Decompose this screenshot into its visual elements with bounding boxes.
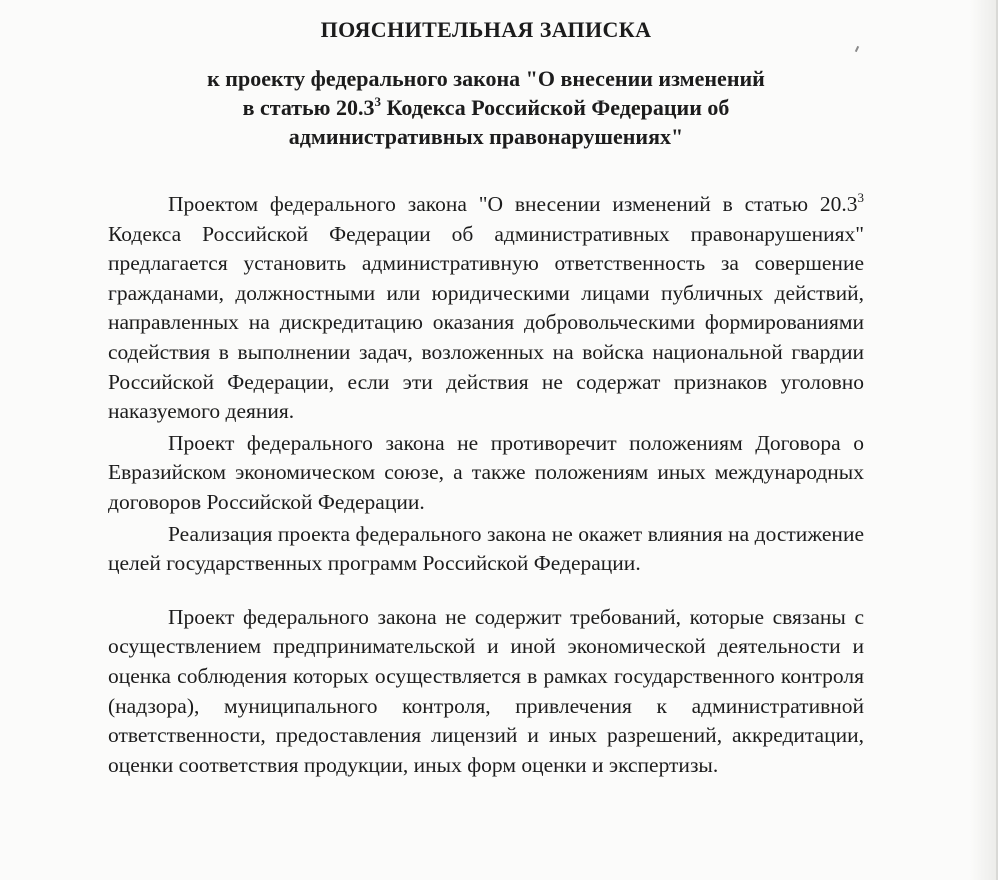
subtitle-line-2-suffix: Кодекса Российской Федерации об xyxy=(381,95,730,120)
subtitle-line-1: к проекту федерального закона "О внесении изменений xyxy=(207,66,765,91)
paragraph-1-prefix: Проектом федерального закона "О внесении изменений в статью 20.3 xyxy=(168,192,858,216)
paragraph-1 xyxy=(108,190,864,427)
paragraph-4: Проект федерального закона не содержит требований, которые связаны с осуществлением предпринимательской и иной экономической деятельности и оценка соблюдения которых осуществляется в рамках государственного контроля (надзора), муниципального контроля, привлечения к административной ответственности, предоставления лицензий и иных разрешений, аккредитации, оценки соответствия продукции, иных форм оценки и экспертизы. xyxy=(108,604,864,777)
paragraph-1-superscript: 3 xyxy=(857,190,864,205)
paragraph-1-suffix: Кодекса Российской Федерации об административных правонарушениях" предлагается установить административную ответственность за совершение гражданами, должностными или юридическими лицами публичных действий, направленных на дискредитацию оказания добровольческими формированиями содействия в выполнении задач, возложенных на войска национальной гвардии Российской Федерации, если эти действия не содержат признаков уголовно наказуемого деяния. xyxy=(108,221,864,424)
subtitle-superscript: 3 xyxy=(374,94,381,109)
scan-edge-shadow xyxy=(970,0,996,880)
subtitle-line-3: административных правонарушениях" xyxy=(288,124,684,149)
document-subtitle xyxy=(108,64,864,151)
subtitle-line-2-prefix: в статью 20.3 xyxy=(242,95,375,120)
paragraph-3: Реализация проекта федерального закона не окажет влияния на достижение целей государственных программ Российской Федерации. xyxy=(108,521,864,576)
page-title: ПОЯСНИТЕЛЬНАЯ ЗАПИСКА xyxy=(320,17,652,42)
document-body xyxy=(108,14,864,780)
document-text xyxy=(108,190,864,780)
paragraph-2: Проект федерального закона не противоречит положениям Договора о Евразийском экономическом союзе, а также положениям иных международных договоров Российской Федерации. xyxy=(108,430,864,514)
